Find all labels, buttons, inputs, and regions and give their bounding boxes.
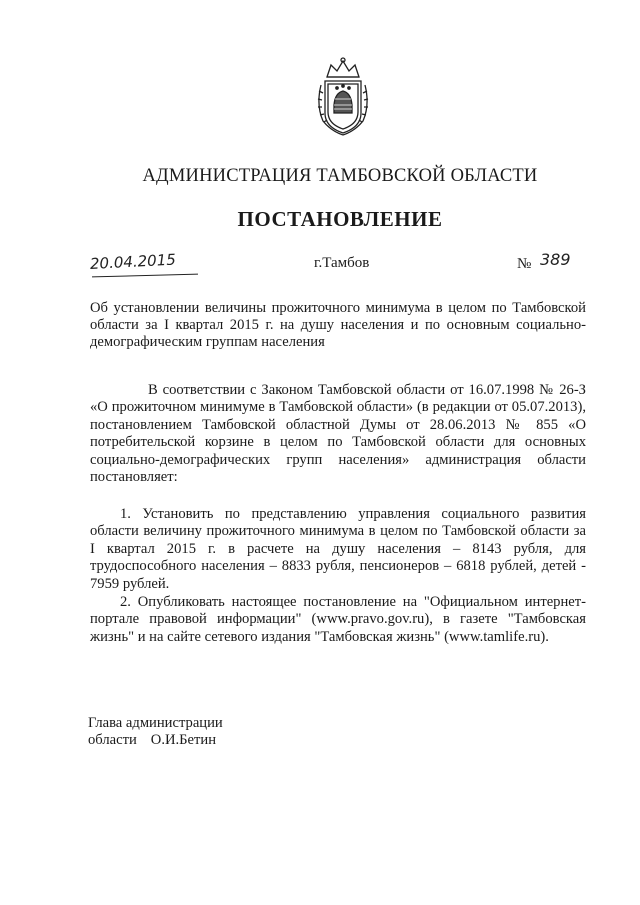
- organization-heading: АДМИНИСТРАЦИЯ ТАМБОВСКОЙ ОБЛАСТИ: [142, 166, 538, 186]
- handwritten-document-number: 389: [540, 250, 571, 269]
- resolution-item-1: 1. Установить по представлению управления социального развития области величину прожиточного минимума в целом по Тамбовской области за I квартал 2015 г. в расчете на душу населения – 8143 рубля, для трудоспособного населения – 8833 рубля, пенсионеров – 6818 рублей, детей - 7959 рублей.: [90, 506, 586, 592]
- signatory-position-region: области: [88, 732, 137, 749]
- document-type-heading: ПОСТАНОВЛЕНИЕ: [237, 207, 443, 231]
- number-label: №: [517, 256, 532, 272]
- resolution-item-2: 2. Опубликовать настоящее постановление на "Официальном интернет-портале правовой информации" (www.pravo.gov.ru), в газете "Тамбовская жизнь" и на сайте сетевого издания "Тамбовская жизнь" (www.tamlife.ru).: [90, 594, 586, 645]
- signatory-position: Глава администрации: [88, 715, 223, 731]
- city-label: г.Тамбов: [314, 255, 370, 271]
- signature-row: [88, 732, 223, 749]
- signatory-name: О.И.Бетин: [150, 732, 217, 749]
- document-title: Об установлении величины прожиточного минимума в целом по Тамбовской области за I квартал 2015 г. на душу населения и по основным социально-демографическим группам населения: [90, 300, 586, 350]
- coat-of-arms-emblem: [313, 55, 373, 137]
- intro-paragraph: В соответствии с Законом Тамбовской области от 16.07.1998 № 26-З «О прожиточном минимуме в Тамбовской области» (в редакции от 05.07.2013), постановлением Тамбовской областной Думы от 28.06.2013 № 855 «О потребительской корзине в целом по Тамбовской области для основных социально-демографических групп населения» администрация области постановляет:: [90, 382, 586, 486]
- signature-block: [88, 715, 223, 750]
- date-underline: [92, 274, 198, 278]
- handwritten-date: 20.04.2015: [89, 250, 177, 273]
